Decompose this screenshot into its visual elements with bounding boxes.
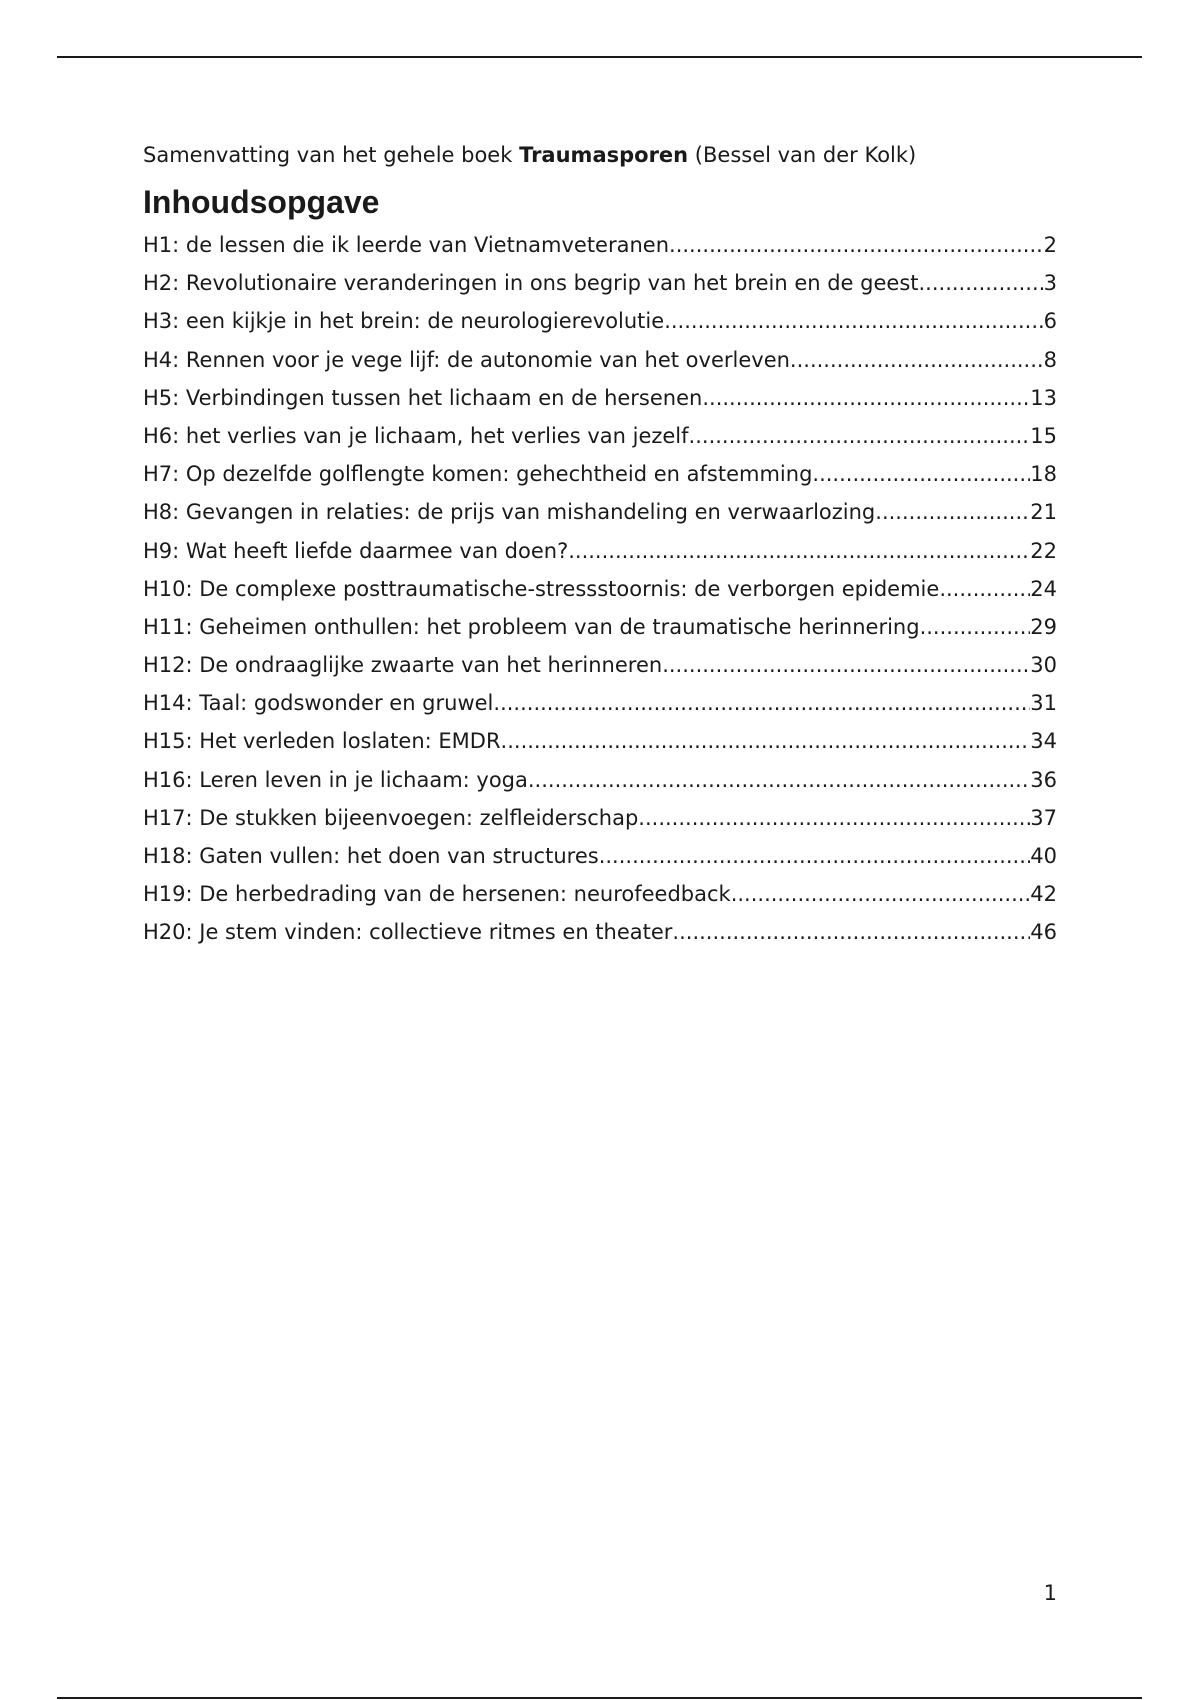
toc-entry-label: H4: Rennen voor je vege lijf: de autonomie van het overleven xyxy=(143,347,790,372)
toc-entry-label: H7: Op dezelfde golflengte komen: gehechtheid en afstemming xyxy=(143,462,813,487)
toc-entry-label: H16: Leren leven in je lichaam: yoga xyxy=(143,767,528,792)
toc-entry[interactable] xyxy=(143,532,1057,570)
toc-entry[interactable] xyxy=(143,264,1057,302)
toc-entry[interactable] xyxy=(143,875,1057,913)
toc-dot-leader xyxy=(493,684,1030,722)
toc-entry-page: 29 xyxy=(1030,614,1057,639)
toc-entry-label: H17: De stukken bijeenvoegen: zelfleiderschap xyxy=(143,805,639,830)
intro-suffix: (Bessel van der Kolk) xyxy=(688,143,917,167)
toc-dot-leader xyxy=(568,532,1030,570)
toc-entry[interactable] xyxy=(143,913,1057,951)
toc-entry-label: H19: De herbedrading van de hersenen: neurofeedback xyxy=(143,882,731,907)
toc-entry[interactable] xyxy=(143,341,1057,379)
toc-entry-label: H5: Verbindingen tussen het lichaam en de hersenen xyxy=(143,385,703,410)
toc-dot-leader xyxy=(669,226,1044,264)
toc-entry-label: H18: Gaten vullen: het doen van structures xyxy=(143,844,599,868)
toc-entry[interactable] xyxy=(143,608,1057,646)
toc-list xyxy=(143,226,1057,952)
toc-dot-leader xyxy=(702,379,1030,417)
page-number: 1 xyxy=(1043,1581,1057,1605)
toc-dot-leader xyxy=(731,875,1031,913)
toc-entry-label: H3: een kijkje in het brein: de neurologierevolutie xyxy=(143,309,665,334)
toc-entry-page: 40 xyxy=(1030,844,1057,868)
toc-entry-label: H12: De ondraaglijke zwaarte van het herinneren xyxy=(143,653,663,678)
document-body xyxy=(143,140,1057,952)
toc-entry[interactable] xyxy=(143,684,1057,722)
toc-entry[interactable] xyxy=(143,570,1057,608)
header-rule xyxy=(57,56,1142,58)
footer-rule xyxy=(57,1697,1142,1699)
toc-entry-page: 42 xyxy=(1030,882,1057,907)
toc-dot-leader xyxy=(790,341,1044,379)
toc-dot-leader xyxy=(599,837,1031,875)
toc-entry[interactable] xyxy=(143,722,1057,760)
toc-dot-leader xyxy=(664,302,1043,340)
toc-entry[interactable] xyxy=(143,761,1057,799)
toc-entry-label: H14: Taal: godswonder en gruwel xyxy=(143,691,494,716)
toc-entry-page: 34 xyxy=(1030,729,1057,754)
toc-entry-label: H2: Revolutionaire veranderingen in ons begrip van het brein en de geest xyxy=(143,271,919,296)
toc-entry-page: 30 xyxy=(1030,653,1057,678)
toc-entry-label: H1: de lessen die ik leerde van Vietnamveteranen xyxy=(143,233,670,257)
book-title: Traumasporen xyxy=(519,143,689,167)
toc-dot-leader xyxy=(662,646,1030,684)
toc-entry-page: 22 xyxy=(1030,538,1057,563)
intro-line xyxy=(143,140,1057,170)
toc-entry-page: 21 xyxy=(1030,500,1057,525)
toc-entry-page: 31 xyxy=(1030,691,1057,716)
toc-entry-label: H6: het verlies van je lichaam, het verlies van jezelf xyxy=(143,423,689,448)
toc-entry-page: 3 xyxy=(1043,271,1057,296)
toc-entry-label: H8: Gevangen in relaties: de prijs van mishandeling en verwaarlozing xyxy=(143,500,876,525)
toc-entry[interactable] xyxy=(143,417,1057,455)
toc-entry-page: 8 xyxy=(1043,347,1057,372)
toc-entry-label: H9: Wat heeft liefde daarmee van doen? xyxy=(143,538,569,563)
toc-entry-label: H15: Het verleden loslaten: EMDR xyxy=(143,729,501,754)
toc-entry-label: H20: Je stem vinden: collectieve ritmes en theater xyxy=(143,920,673,945)
toc-entry-page: 13 xyxy=(1030,385,1057,410)
toc-dot-leader xyxy=(501,722,1031,760)
toc-entry[interactable] xyxy=(143,646,1057,684)
toc-entry[interactable] xyxy=(143,799,1057,837)
toc-entry-page: 6 xyxy=(1043,309,1057,334)
toc-entry[interactable] xyxy=(143,226,1057,264)
toc-dot-leader xyxy=(920,608,1031,646)
toc-dot-leader xyxy=(638,799,1030,837)
toc-entry[interactable] xyxy=(143,455,1057,493)
toc-entry[interactable] xyxy=(143,837,1057,875)
intro-prefix: Samenvatting van het gehele boek xyxy=(143,143,520,167)
toc-title: Inhoudsopgave xyxy=(143,184,380,220)
toc-dot-leader xyxy=(672,913,1030,951)
toc-dot-leader xyxy=(919,264,1044,302)
toc-dot-leader xyxy=(528,761,1030,799)
toc-entry-page: 46 xyxy=(1030,920,1057,945)
toc-entry-label: H10: De complexe posttraumatische-stressstoornis: de verborgen epidemie xyxy=(143,576,940,601)
toc-entry-page: 2 xyxy=(1043,233,1057,257)
toc-entry-page: 15 xyxy=(1030,423,1057,448)
toc-entry-label: H11: Geheimen onthullen: het probleem van de traumatische herinnering xyxy=(143,614,920,639)
toc-dot-leader xyxy=(875,493,1030,531)
toc-entry-page: 24 xyxy=(1030,576,1057,601)
toc-entry[interactable] xyxy=(143,302,1057,340)
toc-entry[interactable] xyxy=(143,493,1057,531)
toc-entry-page: 36 xyxy=(1030,767,1057,792)
toc-entry-page: 37 xyxy=(1030,805,1057,830)
toc-dot-leader xyxy=(689,417,1031,455)
toc-dot-leader xyxy=(939,570,1030,608)
toc-entry[interactable] xyxy=(143,379,1057,417)
toc-dot-leader xyxy=(812,455,1030,493)
toc-entry-page: 18 xyxy=(1030,462,1057,487)
